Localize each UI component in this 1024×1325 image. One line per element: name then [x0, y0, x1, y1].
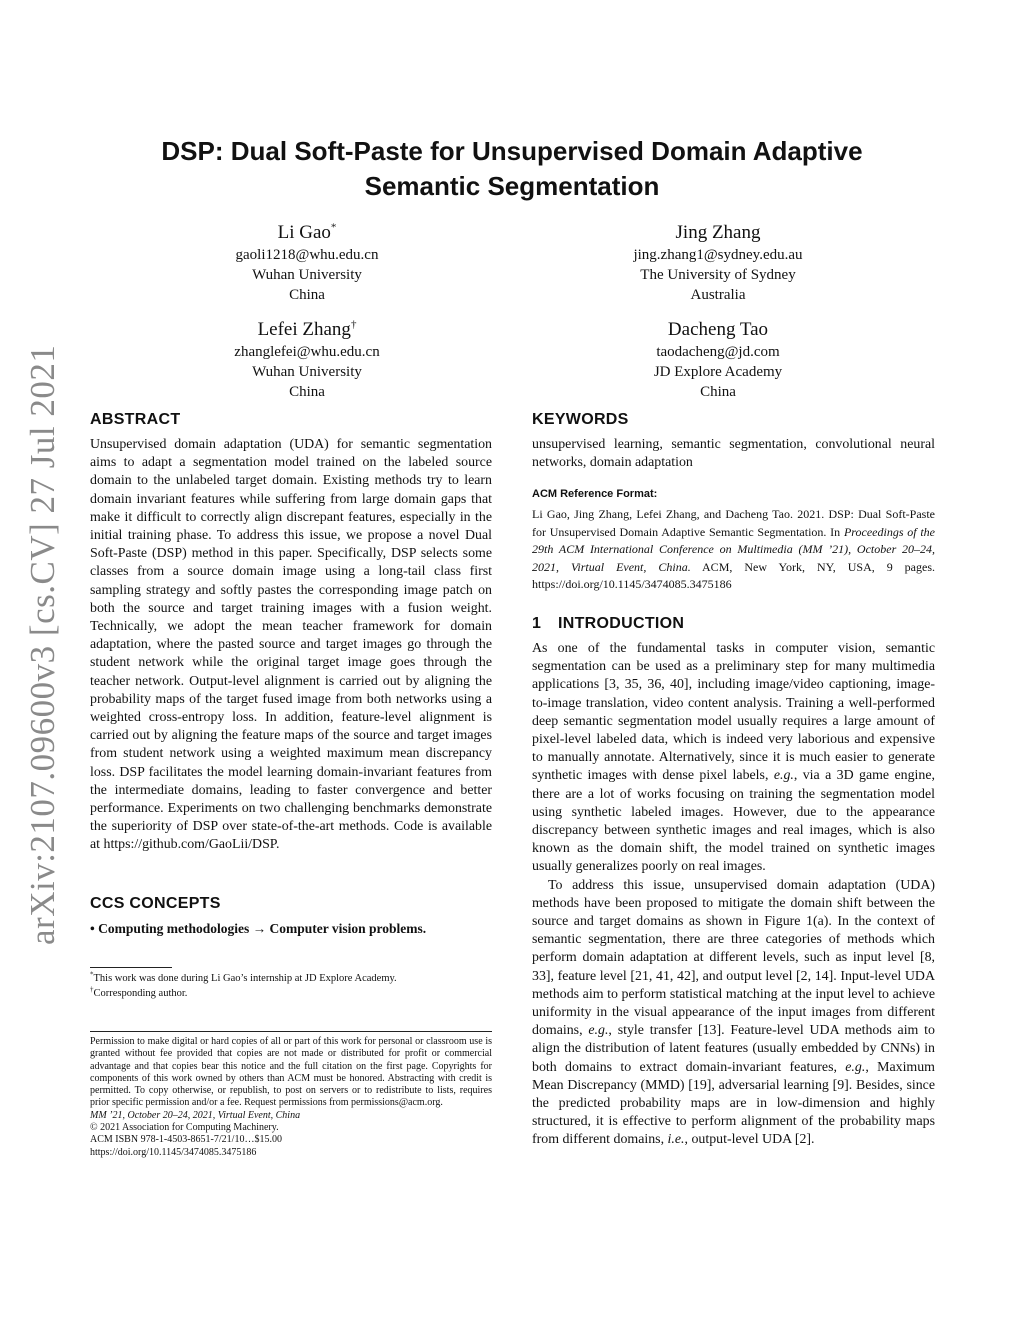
author-country: China	[289, 287, 325, 303]
venue-line: MM ’21, October 20–24, 2021, Virtual Event, China	[90, 1109, 301, 1121]
permission-text: Permission to make digital or hard copies of all or part of this work for personal or classroom use is granted without fee provided that copies are not made or distributed for profit or commercial advantage and that copies bear this notice and the full citation on the first page. Copyrights for components of this work owned by others than ACM must be honored. Abstracting with credit is permitted. To copy otherwise, or republish, to post on servers or to redistribute to lists, requires prior specific permission and/or a fee. Request permissions from permissions@acm.org.	[90, 1036, 492, 1109]
title-line-1: DSP: Dual Soft-Paste for Unsupervised Domain Adaptive	[161, 136, 863, 166]
doi-link[interactable]: https://doi.org/10.1145/3474085.3475186	[90, 1146, 257, 1158]
author-block-1	[157, 222, 457, 305]
author-name: Dacheng Tao	[667, 319, 769, 340]
copyright-line: © 2021 Association for Computing Machinery.	[90, 1122, 279, 1134]
permission-block	[90, 1036, 492, 1159]
isbn-line: ACM ISBN 978-1-4503-8651-7/21/10…$15.00	[90, 1134, 282, 1146]
keywords-section	[532, 410, 935, 472]
abstract-text: Unsupervised domain adaptation (UDA) for semantic segmentation aims to adapt a segmentation model trained on the labeled source domain to the unlabeled target domain. Existing methods try to learn domain invariant features while suffering from large domain gaps that make it difficult to correctly align discrepant features, especially in the initial training phase. To address this issue, we propose a novel Dual Soft-Paste (DSP) method in this paper. Specifically, DSP selects some classes from a source domain image using a long-tail class first sampling strategy and softly pastes the corresponding image patch on both the source and target training images with a fusion weight. Technically, we adopt the mean teacher framework for domain adaptation, where the pasted source and target images go through the student network while the original target image goes through the teacher network. Output-level alignment is carried out by aligning the probability maps of the target fused image from both networks using a weighted cross-entropy loss. In addition, feature-level alignment is carried out by aligning the feature maps of the source and target images from student network using a weighted maximum mean discrepancy loss. DSP facilitates the model learning domain-invariant features from the intermediate domains, leading to faster convergence and better performance. Experiments on two challenging benchmarks demonstrate the superiority of DSP over state-of-the-art methods. Code is available at https://github.com/GaoLii/DSP.	[90, 437, 492, 853]
author-affiliation: The University of Sydney	[640, 267, 796, 283]
author-block-4	[568, 319, 868, 402]
introduction-heading: 1 INTRODUCTION	[532, 615, 685, 632]
footnotes	[90, 971, 492, 1001]
author-email: zhanglefei@whu.edu.cn	[234, 344, 380, 360]
author-name: Jing Zhang	[675, 222, 761, 243]
author-affiliation: Wuhan University	[252, 364, 362, 380]
abstract-section	[90, 410, 492, 855]
ccs-section	[90, 894, 492, 938]
author-email: gaoli1218@whu.edu.cn	[235, 247, 379, 263]
acm-reference-label: ACM Reference Format:	[532, 488, 658, 500]
acm-reference-section	[532, 485, 935, 594]
author-country: China	[700, 384, 736, 400]
title-line-2: Semantic Segmentation	[364, 171, 660, 201]
keywords-heading: KEYWORDS	[532, 411, 629, 428]
author-affiliation: JD Explore Academy	[653, 364, 783, 380]
keywords-text: unsupervised learning, semantic segmentation, convolutional neural networks, domain adaptation	[532, 437, 935, 471]
author-affiliation: Wuhan University	[252, 267, 362, 283]
footnote-internship: *This work was done during Li Gao’s internship at JD Explore Academy.	[90, 970, 397, 984]
footnote-divider	[90, 967, 172, 968]
author-name: Lefei Zhang†	[257, 318, 357, 340]
footnote-corresponding: †Corresponding author.	[90, 985, 188, 999]
author-block-3	[157, 319, 457, 402]
author-block-2	[568, 222, 868, 305]
abstract-heading: ABSTRACT	[90, 411, 181, 428]
introduction-paragraph-1: As one of the fundamental tasks in computer vision, semantic segmentation can be used as a preliminary step for many multimedia applications [3, 35, 36, 40], including image/video captioning, image-to-image translation, video content analysis. Training a well-performed deep semantic segmentation model usually requires a large amount of pixel-level labeled data, which is indeed very laborious and expensive to manually annotate. Alternatively, since it is much easier to generate synthetic images with dense pixel labels, e.g., via a 3D game engine, there are a lot of works focusing on training the segmentation model using synthetic labeled images. However, due to the appearance discrepancy between synthetic images and real images, which is also known as the domain shift, the model trained on synthetic images usually generalizes poorly on real images.	[532, 641, 935, 875]
arxiv-identifier: arXiv:2107.09600v3 [cs.CV] 27 Jul 2021	[23, 344, 62, 945]
ccs-heading: CCS CONCEPTS	[90, 895, 221, 912]
acm-reference-text: Li Gao, Jing Zhang, Lefei Zhang, and Dacheng Tao. 2021. DSP: Dual Soft-Paste for Unsupervised Domain Adaptive Semantic Segmentation. In Proceedings of the 29th ACM International Conference on Multimedia (MM ’21), October 20–24, 2021, Virtual Event, China. ACM, New York, NY, USA, 9 pages. https://doi.org/10.1145/3474085.3475186	[532, 507, 936, 592]
permission-divider	[90, 1031, 492, 1032]
author-email: taodacheng@jd.com	[656, 344, 780, 360]
introduction-paragraph-2: To address this issue, unsupervised domain adaptation (UDA) methods have been proposed to mitigate the domain shift between the source and target domains as shown in Figure 1(a). In the context of semantic segmentation, there are three categories of methods which perform domain adaptation at different levels, such as input level [8, 33], feature level [21, 41, 42], and output level [2, 14]. Input-level UDA methods aim to perform statistical matching at the input level to achieve uniformity in the visual appearance of the input images from different domains, e.g., style transfer [13]. Feature-level UDA methods aim to align the distribution of latent features (usually embedded by CNNs) in both domains to extract domain-invariant features, e.g., Maximum Mean Discrepancy (MMD) [19], adversarial learning [9]. Besides, since the predicted probability maps are in low-dimension and highly structured, it is effective to perform alignment of the probability maps from different domains, i.e., output-level UDA [2].	[532, 877, 935, 1148]
author-email: jing.zhang1@sydney.edu.au	[633, 247, 803, 263]
author-country: Australia	[690, 287, 746, 303]
author-country: China	[289, 384, 325, 400]
ccs-concepts: • Computing methodologies → Computer vision problems.	[90, 921, 427, 936]
author-name: Li Gao*	[277, 221, 337, 243]
introduction-section	[532, 614, 935, 1150]
paper-title	[90, 134, 934, 204]
